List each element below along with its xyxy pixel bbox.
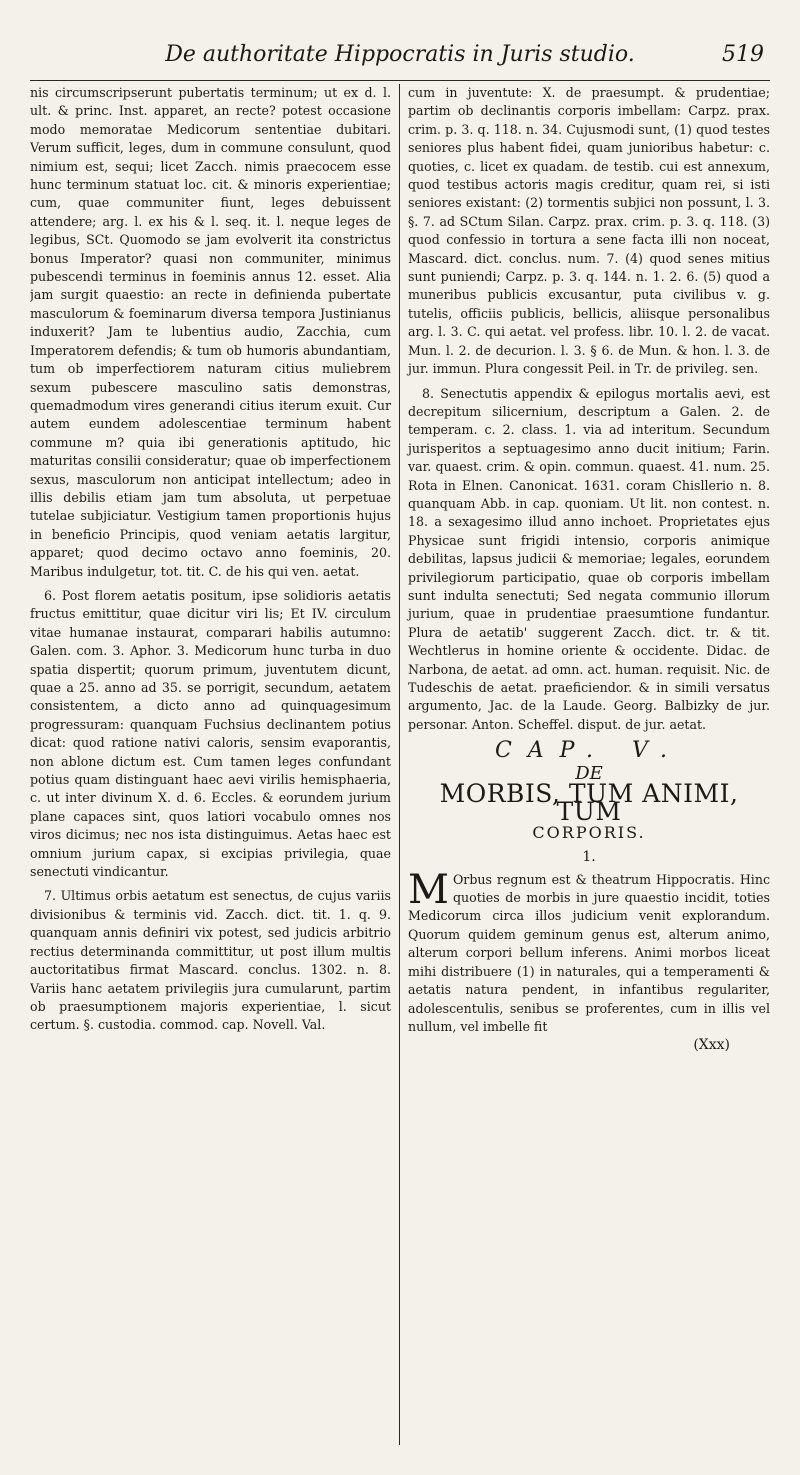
paragraph-puberty: nis circumscripserunt pubertatis terminum; ut ex d. l. ult. & princ. Inst. apparet, an recte? potest occasione modo memoratae Medicorum sententiae dubitari. Verum sufficit, leges, dum in commune consulunt, quod nimium est, sequi; licet Zacch. nimis praecocem esse hunc terminum statuat loc. cit. & minoris experientiae; cum, quae communiter fiunt, leges debuissent attendere; arg. l. ex his & l. seq. it. l. neque leges de legibus, SCt. Quomodo se jam evolverit ita constrictus bonus Imperator? quasi non communiter, minimus pubescendi terminus in foeminis annus 12. esset. Alia jam surgit quaestio: an recte in definienda pubertate masculorum & foeminarum diversa tempora Justinianus induxerit? Jam te lubentius audio, Zacchia, cum Imperatorem defendis; & tum ob humoris abundantiam, tum ob imperfectiorem naturam citius muliebrem sexum pubescere masculino satis demonstras, quemadmodum vires generandi citius iterum exuit. Cur autem eundem adolescentiae terminum habent commune m? quia ibi generationis aptitudo, hic maturitas consilii consideratur; quae ob imperfectionem sexus, masculorum non anticipat intellectum; adeo in illis debilis etiam jam tum absoluta, ut perpetuae tutelae subjiciatur. Vestigium tamen proportionis hujus in beneficio Principis, quod veniam aetatis largitur, apparet; quod decimo octavo anno foeminis, 20. Maribus indulgetur, tot. tit. C. de his qui ven. aetat. [30,85,391,579]
running-title: De authoritate Hippocratis in Juris studio. [165,42,635,67]
left-column [30,84,400,1445]
paragraph-7-senectus: 7. Ultimus orbis aetatum est senectus, de cujus variis divisionibus & terminis vid. Zacch. dict. tit. 1. q. 9. quanquam annis definiri vix potest, sed judicis arbitrio rectius determinanda committitur, ut post illum multis auctoritatibus firmat Mascard. conclus. 1302. n. 8. Variis hanc aetatem privilegiis jura cumularunt, partim ob praesumptionem majoris experientiae, l. sicut certum. §. custodia. commod. cap. Novell. Val. [30,888,391,1033]
text-columns [30,84,770,1445]
paragraph-morbus [408,866,770,1037]
paragraph-senectus-continued: cum in juventute: X. de praesumpt. & prudentiae; partim ob declinantis corporis imbellam: Carpz. prax. crim. p. 3. q. 118. n. 34. Cujusmodi sunt, (1) quod testes seniores plus habent fidei, quam junioribus habetur: c. quoties, c. licet ex quadam. de testib. cui est annexum, quod testibus actoris magis creditur, quam rei, si isti seniores existant: (2) tormentis subjici non possunt, l. 3. §. 7. ad SCtum Silan. Carpz. prax. crim. p. 3. q. 118. (3) quod confessio in tortura a sene facta illi non noceat, Mascard. dict. conclus. num. 7. (4) quod senes mitius sunt puniendi; Carpz. p. 3. q. 144. n. 1. 2. 6. (5) quod a muneribus publicis excusantur, puta civilibus v. g. tutelis, officiis publicis, bellicis, aliisque personalibus arg. l. 3. C. qui aetat. vel profess. libr. 10. l. 2. de vacat. Mun. l. 2. de decurion. l. 3. § 6. de Mun. & hon. l. 3. de jur. immun. Plura congessit Peil. in Tr. de privileg. sen. [408,85,770,377]
signature-mark: (Xxx) [693,1037,730,1054]
drop-cap: M [408,866,449,913]
paragraph-8-decrepitum: 8. Senectutis appendix & epilogus mortalis aevi, est decrepitum silicernium, descriptum a Galen. 2. de temperam. c. 2. class. 1. via ad interitum. Secundum jurisperitos a septuagesimo anno ducit initium; Farin. var. quaest. crim. & opin. commun. quaest. 41. num. 25. Rota in Elnen. Canonicat. 1631. coram Chisllerio n. 8. quanquam Abb. in cap. quoniam. Ut lit. non contest. n. 18. a sexagesimo illud anno inchoet. Proprietates ejus Physicae sunt frigidi intensio, corporis animique debilitas, lapsus judicii & memoriae; legales, eorundem privilegiorum participatio, quae ob corporis imbellam sunt indulta senectuti; Sed negata communio illorum jurium, quae in prudentiae praesumtione fundantur. Plura de aetatib' suggerent Zacch. dict. tr. & tit. Wechtlerus in homine oriente & occidente. Didac. de Narbona, de aetat. ad omn. act. human. requisit. Nic. de Tudeschis de aetat. praeficiendor. & in simili versatus argumento, Jac. de la Laude. Georg. Balbizky de jur. personar. Anton. Scheffel. disput. de jur. aetat. [408,385,770,732]
chapter-de: DE [575,762,603,784]
chapter-heading [408,738,770,866]
section-number: 1. [582,849,596,866]
page-number: 519 [722,42,764,67]
chapter-number: CAP. V. [494,738,684,764]
right-column [400,84,770,1445]
chapter-title: MORBIS, TUM ANIMI, TUM [439,779,739,827]
running-header [30,40,770,81]
paragraph-6-virilis: 6. Post florem aetatis positum, ipse solidioris aetatis fructus emittitur, quae dicitur viri lis; Et IV. circulum vitae humanae instaurat, comparari habilis autumno: Galen. com. 3. Aphor. 3. Medicorum hunc turba in duo spatia dispertit; quorum primum, juventutem dicunt, quae a 25. anno ad 35. se porrigit, secundum, aetatem consistentem, a dicto anno ad quinquagesimum progressuram: quanquam Fuchsius declinantem potius dicat: quod ratione nativi caloris, sensim evaporantis, non ablone dictum est. Cum tamen leges confundant potius quam distinguant haec aevi virilis hemisphaeria, c. ut inter divinum X. d. 6. Eccles. & eorundem jurium plane capaces sint, quos latiori vocabulo omnes nos viros dicimus; nec nos ista distinguimus. Aetas haec est omnium jurium capax, si excipias privilegia, quae senectuti vindicantur. [30,587,391,880]
paragraph-morbus-text: Orbus regnum est & theatrum Hippocratis. Hinc quoties de morbis in jure quaestio incidit, toties Medicorum circa illos judicium venit explorandum. Quorum quidem geminum genus est, alterum animo, alterum corpori bellum inferens. Animi morbos liceat mihi distribuere (1) in naturales, qui a temperamenti & aetatis natura pendent, in infantibus regulariter, adolescentulis, senibus se proferentes, cum in illis vel nullum, vel imbelle fit [408,871,770,1034]
chapter-subtitle: CORPORIS. [532,822,646,842]
